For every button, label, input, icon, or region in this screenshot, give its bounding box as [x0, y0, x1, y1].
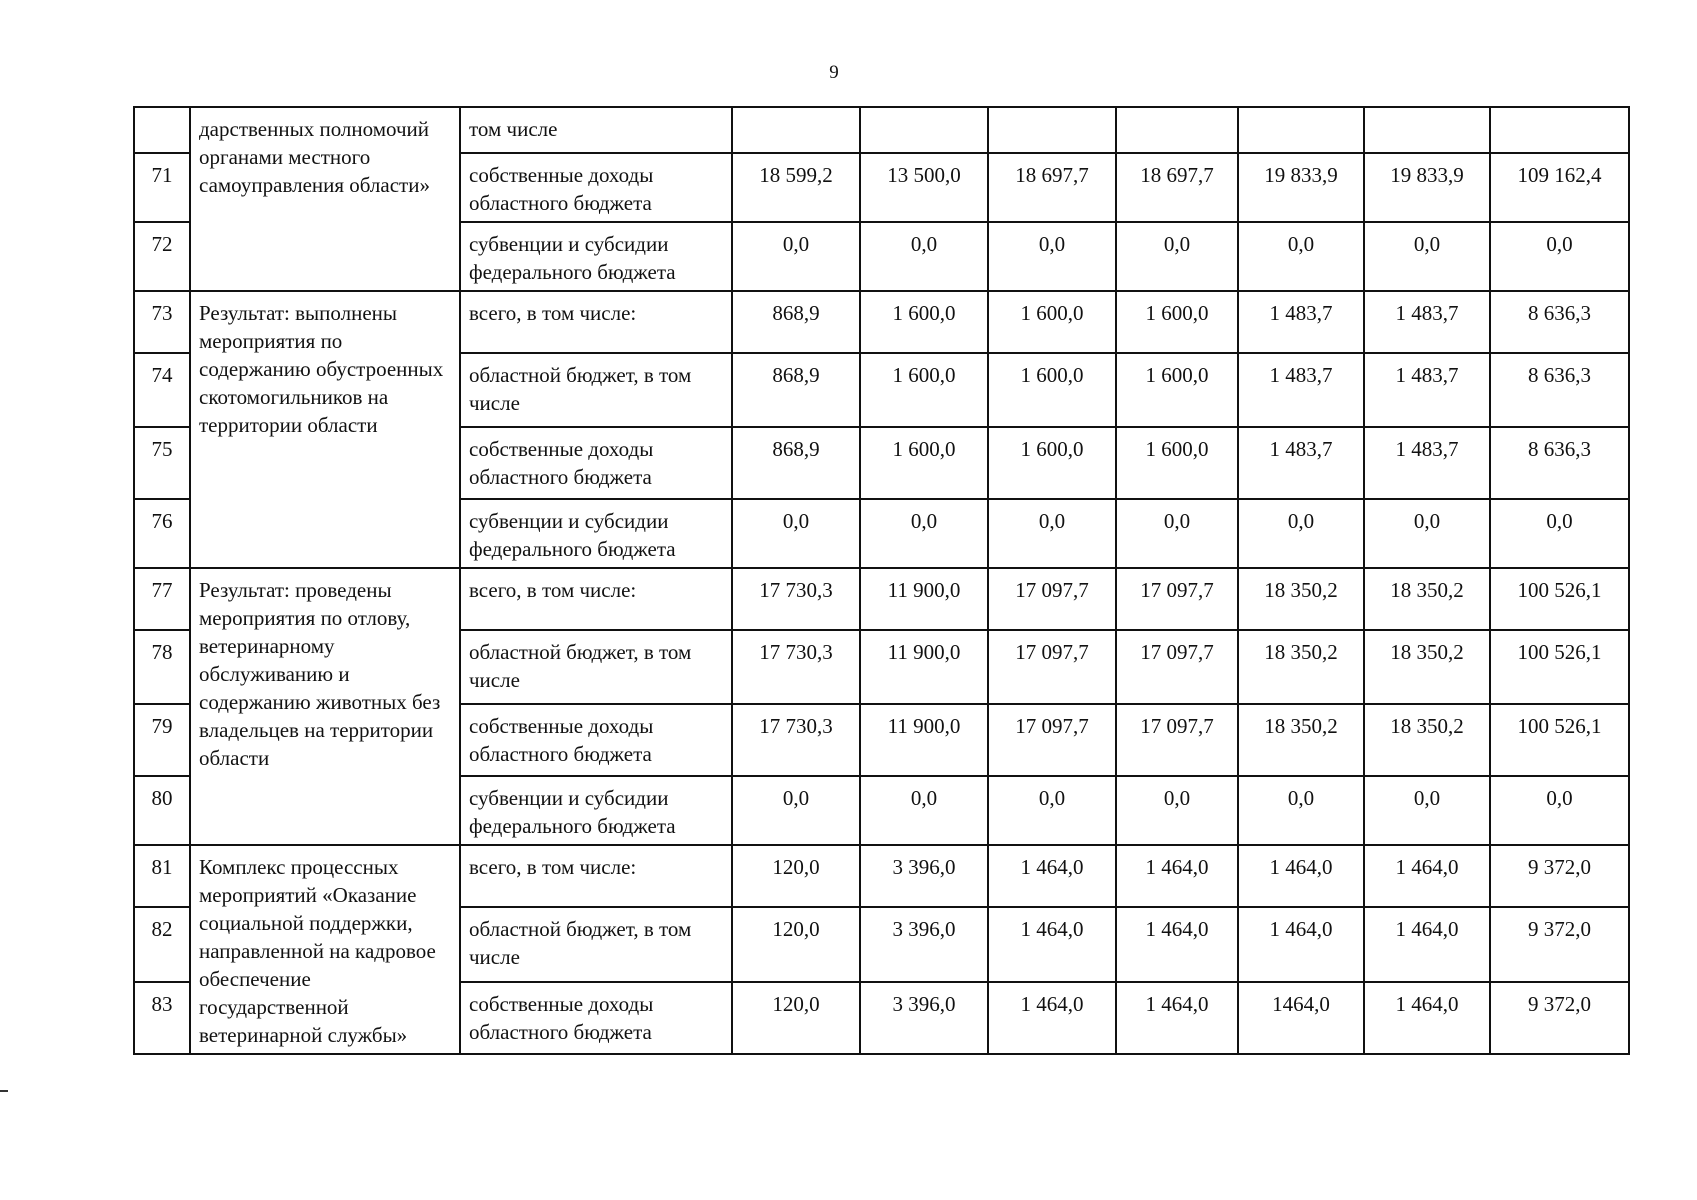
value-cell: 0,0: [1364, 222, 1490, 291]
value-cell: 100 526,1: [1490, 568, 1629, 630]
value-cell: 1 600,0: [860, 427, 988, 499]
value-cell: 3 396,0: [860, 982, 988, 1054]
row-number: 83: [134, 982, 190, 1054]
value-cell: 0,0: [860, 499, 988, 568]
value-cell: 1 600,0: [1116, 291, 1238, 353]
value-cell: 1 600,0: [1116, 427, 1238, 499]
table-row: [134, 107, 1629, 153]
value-cell: 120,0: [732, 845, 860, 907]
value-cell: 100 526,1: [1490, 630, 1629, 704]
value-cell: 0,0: [1116, 776, 1238, 845]
value-cell: 18 350,2: [1364, 704, 1490, 776]
value-cell: 17 730,3: [732, 630, 860, 704]
value-cell: 0,0: [1238, 776, 1364, 845]
value-cell: 1 600,0: [988, 291, 1116, 353]
row-number: 77: [134, 568, 190, 630]
value-cell: 3 396,0: [860, 845, 988, 907]
value-cell: 17 097,7: [1116, 630, 1238, 704]
table-row: [134, 568, 1629, 630]
value-cell: 1 600,0: [860, 353, 988, 427]
value-cell: 3 396,0: [860, 907, 988, 981]
value-cell: 0,0: [1490, 222, 1629, 291]
funding-source: субвенции и субсидии федерального бюджета: [460, 776, 732, 845]
value-cell: 120,0: [732, 907, 860, 981]
value-cell: 0,0: [860, 222, 988, 291]
value-cell: 0,0: [732, 776, 860, 845]
value-cell: 0,0: [1364, 499, 1490, 568]
value-cell: 18 697,7: [1116, 153, 1238, 222]
page-number: 9: [829, 62, 839, 83]
margin-mark: [0, 1090, 8, 1092]
funding-source: областной бюджет, в том числе: [460, 907, 732, 981]
funding-source: всего, в том числе:: [460, 568, 732, 630]
value-cell: [1238, 107, 1364, 153]
value-cell: 0,0: [732, 499, 860, 568]
value-cell: 0,0: [988, 222, 1116, 291]
value-cell: 17 730,3: [732, 568, 860, 630]
table-row: [134, 291, 1629, 353]
value-cell: [1490, 107, 1629, 153]
value-cell: 1 464,0: [988, 982, 1116, 1054]
funding-source: областной бюджет, в том числе: [460, 353, 732, 427]
row-number: 79: [134, 704, 190, 776]
value-cell: 0,0: [1238, 222, 1364, 291]
value-cell: 18 350,2: [1364, 630, 1490, 704]
value-cell: 0,0: [1238, 499, 1364, 568]
value-cell: 8 636,3: [1490, 353, 1629, 427]
value-cell: 18 350,2: [1238, 630, 1364, 704]
funding-source: собственные доходы областного бюджета: [460, 704, 732, 776]
value-cell: 1 483,7: [1238, 427, 1364, 499]
value-cell: 1 464,0: [1238, 907, 1364, 981]
funding-source: том числе: [460, 107, 732, 153]
value-cell: 13 500,0: [860, 153, 988, 222]
value-cell: 8 636,3: [1490, 291, 1629, 353]
row-number: 71: [134, 153, 190, 222]
value-cell: [860, 107, 988, 153]
funding-source: всего, в том числе:: [460, 291, 732, 353]
value-cell: 17 097,7: [988, 568, 1116, 630]
value-cell: 1 464,0: [1364, 845, 1490, 907]
value-cell: 1 600,0: [988, 427, 1116, 499]
row-number: 82: [134, 907, 190, 981]
value-cell: 18 599,2: [732, 153, 860, 222]
value-cell: 1 464,0: [1116, 907, 1238, 981]
value-cell: 120,0: [732, 982, 860, 1054]
value-cell: 1464,0: [1238, 982, 1364, 1054]
value-cell: 18 697,7: [988, 153, 1116, 222]
value-cell: 0,0: [1490, 499, 1629, 568]
value-cell: 0,0: [732, 222, 860, 291]
value-cell: 100 526,1: [1490, 704, 1629, 776]
value-cell: 1 483,7: [1364, 291, 1490, 353]
value-cell: 0,0: [1490, 776, 1629, 845]
value-cell: 1 464,0: [1364, 907, 1490, 981]
group-description: дарственных полномочий органами местного самоуправления области»: [190, 107, 460, 291]
row-number: 75: [134, 427, 190, 499]
value-cell: 8 636,3: [1490, 427, 1629, 499]
row-number: 72: [134, 222, 190, 291]
value-cell: 18 350,2: [1238, 568, 1364, 630]
row-number: 81: [134, 845, 190, 907]
funding-source: всего, в том числе:: [460, 845, 732, 907]
value-cell: 1 483,7: [1364, 427, 1490, 499]
row-number: [134, 107, 190, 153]
value-cell: 17 097,7: [1116, 568, 1238, 630]
value-cell: 1 464,0: [1364, 982, 1490, 1054]
value-cell: [1364, 107, 1490, 153]
funding-source: собственные доходы областного бюджета: [460, 427, 732, 499]
funding-source: субвенции и субсидии федерального бюджета: [460, 499, 732, 568]
value-cell: 1 464,0: [1238, 845, 1364, 907]
value-cell: 9 372,0: [1490, 982, 1629, 1054]
value-cell: [1116, 107, 1238, 153]
value-cell: 11 900,0: [860, 704, 988, 776]
value-cell: 18 350,2: [1238, 704, 1364, 776]
value-cell: 0,0: [988, 499, 1116, 568]
value-cell: 1 600,0: [1116, 353, 1238, 427]
value-cell: 1 464,0: [988, 907, 1116, 981]
value-cell: 0,0: [860, 776, 988, 845]
value-cell: 19 833,9: [1238, 153, 1364, 222]
value-cell: 17 097,7: [988, 704, 1116, 776]
value-cell: 868,9: [732, 353, 860, 427]
value-cell: 868,9: [732, 427, 860, 499]
group-description: Результат: выполнены мероприятия по содержанию обустроенных скотомогильников на территории области: [190, 291, 460, 568]
value-cell: 11 900,0: [860, 630, 988, 704]
value-cell: 1 464,0: [988, 845, 1116, 907]
value-cell: 0,0: [1116, 222, 1238, 291]
group-description: Результат: проведены мероприятия по отлову, ветеринарному обслуживанию и содержанию животных без владельцев на территории области: [190, 568, 460, 845]
value-cell: 1 483,7: [1238, 291, 1364, 353]
value-cell: 1 483,7: [1364, 353, 1490, 427]
value-cell: 17 730,3: [732, 704, 860, 776]
funding-source: собственные доходы областного бюджета: [460, 982, 732, 1054]
funding-source: субвенции и субсидии федерального бюджета: [460, 222, 732, 291]
value-cell: 1 464,0: [1116, 845, 1238, 907]
value-cell: [732, 107, 860, 153]
table-row: [134, 845, 1629, 907]
value-cell: 18 350,2: [1364, 568, 1490, 630]
value-cell: 17 097,7: [988, 630, 1116, 704]
row-number: 78: [134, 630, 190, 704]
value-cell: 19 833,9: [1364, 153, 1490, 222]
value-cell: 0,0: [1116, 499, 1238, 568]
row-number: 73: [134, 291, 190, 353]
funding-source: собственные доходы областного бюджета: [460, 153, 732, 222]
value-cell: 1 464,0: [1116, 982, 1238, 1054]
group-description: Комплекс процессных мероприятий «Оказание социальной поддержки, направленной на кадровое обеспечение государственной ветеринарной службы»: [190, 845, 460, 1054]
value-cell: 9 372,0: [1490, 907, 1629, 981]
value-cell: 11 900,0: [860, 568, 988, 630]
value-cell: [988, 107, 1116, 153]
row-number: 74: [134, 353, 190, 427]
row-number: 76: [134, 499, 190, 568]
value-cell: 1 600,0: [988, 353, 1116, 427]
funding-source: областной бюджет, в том числе: [460, 630, 732, 704]
budget-table: [133, 106, 1630, 1055]
value-cell: 1 483,7: [1238, 353, 1364, 427]
value-cell: 1 600,0: [860, 291, 988, 353]
value-cell: 109 162,4: [1490, 153, 1629, 222]
row-number: 80: [134, 776, 190, 845]
value-cell: 0,0: [1364, 776, 1490, 845]
value-cell: 9 372,0: [1490, 845, 1629, 907]
value-cell: 0,0: [988, 776, 1116, 845]
value-cell: 17 097,7: [1116, 704, 1238, 776]
value-cell: 868,9: [732, 291, 860, 353]
